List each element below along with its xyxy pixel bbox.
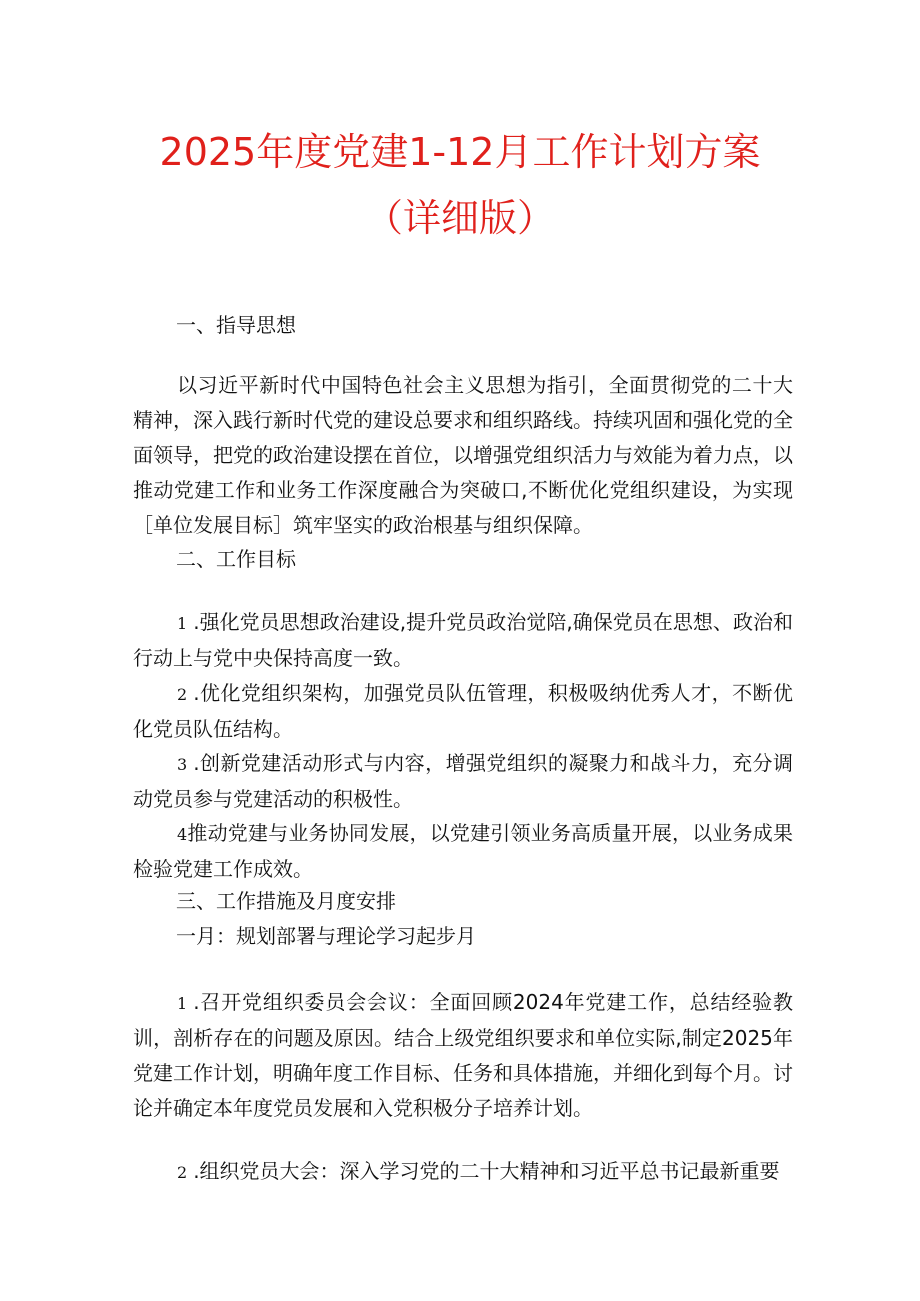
- item-text: .创新党建活动形式与内容，增强党组织的凝聚力和战斗力，充分调动党员参与党建活动的积极性。: [133, 751, 793, 811]
- measure-item: [133, 985, 793, 1126]
- item-text: .强化党员思想政治建设,提升党员政治觉陪,确保党员在思想、政治和行动上与党中央保持高度一致。: [133, 610, 793, 670]
- item-number: 1: [177, 994, 188, 1013]
- goal-item: [133, 746, 793, 817]
- item-text: 推动党建与业务协同发展，以党建引领业务高质量开展，以业务成果检验党建工作成效。: [133, 821, 793, 881]
- section-heading-guiding-ideology: 一、指导思想: [176, 313, 296, 337]
- item-number: 3: [177, 755, 188, 774]
- item-number: 1: [177, 614, 188, 633]
- item-text: .优化党组织架构，加强党员队伍管理，积极吸纳优秀人才，不断优化党员队伍结构。: [133, 681, 793, 741]
- guiding-ideology-paragraph: 以习近平新时代中国特色社会主义思想为指引，全面贯彻党的二十大精神，深入践行新时代党的建设总要求和组织路线。持续巩固和强化党的全面领导，把党的政治建设摆在首位，以增强党组织活力与效能为着力点，以推动党建工作和业务工作深度融合为突破口,不断优化党组织建设，为实现［单位发展目标］筑牢坚实的政治根基与组织保障。: [133, 373, 793, 537]
- goal-item: [133, 605, 793, 676]
- document-subtitle: （详细版）: [364, 196, 555, 240]
- measure-item: [133, 1154, 793, 1190]
- goal-item: [133, 676, 793, 747]
- month-heading-january: 一月：规划部署与理论学习起步月: [176, 924, 476, 948]
- item-number: 2: [177, 1163, 188, 1182]
- document-title: 2025年度党建1-12月工作计划方案: [159, 130, 761, 174]
- item-number: 2: [177, 685, 188, 704]
- item-text: .召开党组织委员会会议：全面回顾2024年党建工作，总结经验教训，剖析存在的问题及原因。结合上级党组织要求和单位实际,制定2025年党建工作计划，明确年度工作目标、任务和具体措施，并细化到每个月。讨论并确定本年度党员发展和入党积极分子培养计划。: [133, 990, 793, 1120]
- section-heading-work-goals: 二、工作目标: [176, 547, 296, 571]
- item-number: 4: [177, 825, 188, 844]
- section-heading-work-measures: 三、工作措施及月度安排: [176, 889, 396, 913]
- item-text: .组织党员大会：深入学习党的二十大精神和习近平总书记最新重要: [193, 1159, 780, 1183]
- goal-item: [133, 816, 793, 887]
